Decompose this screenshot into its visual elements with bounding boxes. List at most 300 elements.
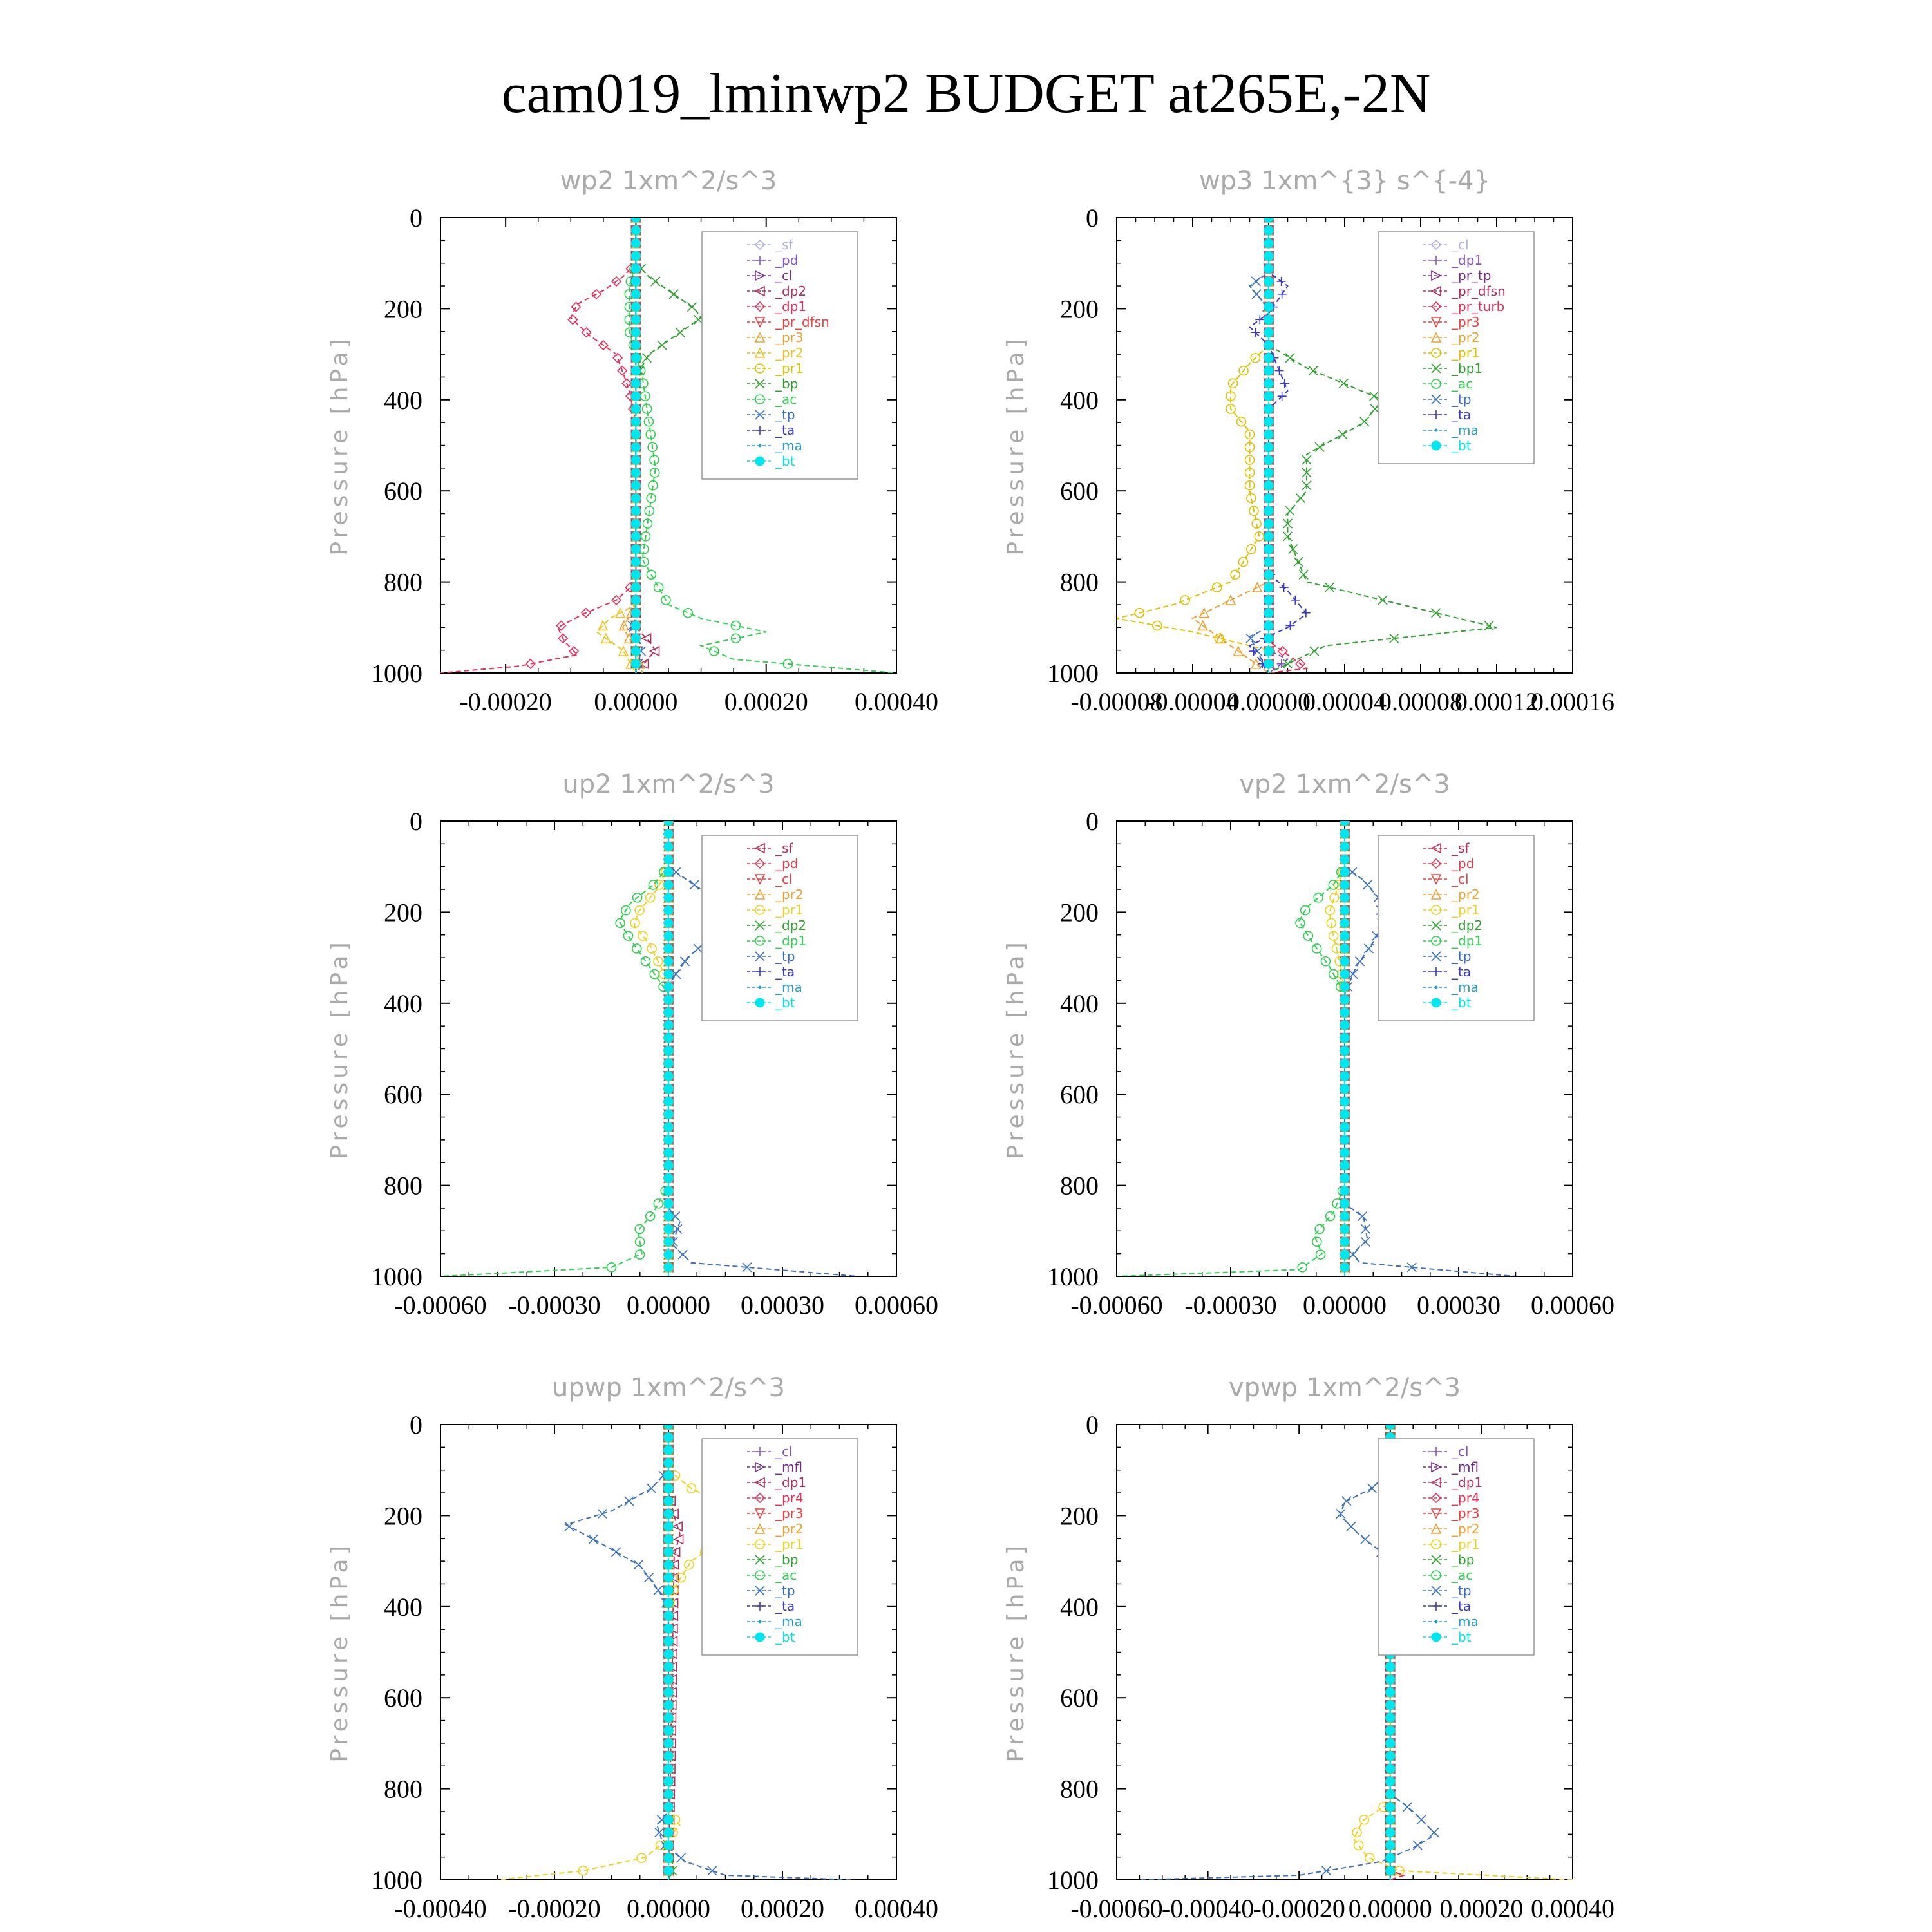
series-line_bp bbox=[636, 263, 701, 673]
point_bt bbox=[1264, 557, 1273, 566]
point_bt bbox=[1386, 1828, 1395, 1837]
legend-entry: _dp2 bbox=[1452, 918, 1483, 933]
point_bt bbox=[1340, 995, 1349, 1004]
y-tick-label: 1000 bbox=[371, 659, 422, 688]
point_bt bbox=[1340, 1097, 1349, 1106]
legend-marker bbox=[1435, 986, 1438, 989]
point_bt bbox=[664, 1675, 673, 1684]
x-tick-label: 0.00020 bbox=[1439, 1894, 1524, 1923]
point_bt bbox=[664, 829, 673, 838]
point_dp1 bbox=[1314, 893, 1323, 902]
legend-entry: _pr3 bbox=[775, 1506, 804, 1521]
point_bt bbox=[664, 970, 673, 979]
point_bt bbox=[1264, 379, 1273, 388]
point_bt bbox=[664, 918, 673, 927]
y-tick-label: 400 bbox=[384, 385, 422, 415]
legend-marker bbox=[759, 986, 762, 989]
point_bt bbox=[664, 1764, 673, 1773]
point_bt bbox=[631, 481, 640, 490]
x-tick-label: -0.00060 bbox=[1070, 1894, 1163, 1923]
point_bt bbox=[664, 1866, 673, 1875]
legend bbox=[702, 1439, 858, 1655]
legend-entry: _ac bbox=[775, 392, 797, 407]
series_pr1 bbox=[1117, 341, 1273, 673]
point_bt bbox=[631, 609, 640, 618]
point_bp1 bbox=[1289, 545, 1298, 554]
point_dp1 bbox=[1326, 1212, 1335, 1221]
point_bt bbox=[1340, 1224, 1349, 1233]
point_bt bbox=[1264, 404, 1273, 413]
point_tp bbox=[708, 1866, 717, 1875]
point_bt bbox=[631, 303, 640, 312]
point_tp bbox=[1336, 1510, 1345, 1519]
x-tick-label: 0.00000 bbox=[627, 1291, 710, 1320]
point_bt bbox=[664, 1841, 673, 1850]
point_bt bbox=[664, 1662, 673, 1671]
point_bt bbox=[1340, 829, 1349, 838]
series-line_pr1 bbox=[1117, 345, 1269, 673]
series-line_dp1 bbox=[440, 263, 636, 673]
point_tp bbox=[1413, 1841, 1422, 1850]
y-tick-label: 800 bbox=[1060, 1774, 1099, 1804]
point_bt bbox=[1340, 817, 1349, 826]
point_tp bbox=[1246, 634, 1255, 643]
x-tick-label: 0.00004 bbox=[1303, 687, 1387, 716]
point_bt bbox=[1340, 855, 1349, 864]
point_bt bbox=[664, 1021, 673, 1030]
x-tick-label: -0.00020 bbox=[459, 687, 552, 716]
point_bt bbox=[664, 1535, 673, 1544]
point_dp1 bbox=[641, 957, 650, 966]
point_bt bbox=[1340, 970, 1349, 979]
legend-entry: _ma bbox=[775, 1614, 802, 1629]
point_bt bbox=[664, 1598, 673, 1607]
point_bt bbox=[631, 239, 640, 248]
chart-panel-6 bbox=[1003, 1373, 1615, 1923]
point_bt bbox=[664, 995, 673, 1004]
point_bp1 bbox=[1338, 430, 1347, 439]
point_tp bbox=[589, 1535, 598, 1544]
point_bt bbox=[1386, 1777, 1395, 1786]
series-line_dp1 bbox=[440, 867, 668, 1276]
point_tp bbox=[1347, 1522, 1356, 1531]
series_dp1 bbox=[1117, 867, 1349, 1276]
point_tp bbox=[1363, 880, 1372, 889]
point_tp bbox=[612, 1548, 621, 1557]
legend-entry: _pr3 bbox=[1452, 1506, 1480, 1521]
point_bt bbox=[664, 1701, 673, 1710]
legend-entry: _ma bbox=[1452, 1614, 1479, 1629]
point_bt bbox=[1386, 1713, 1395, 1722]
point_tp bbox=[654, 1586, 663, 1595]
point_ac bbox=[654, 583, 663, 592]
point_bt bbox=[631, 583, 640, 592]
point_bt bbox=[664, 1853, 673, 1862]
point_bt bbox=[1264, 290, 1273, 299]
x-tick-label: -0.00030 bbox=[1184, 1291, 1277, 1320]
point_bt bbox=[1340, 880, 1349, 889]
y-tick-label: 0 bbox=[410, 1410, 422, 1439]
y-tick-label: 200 bbox=[384, 294, 422, 324]
point_bt bbox=[664, 1059, 673, 1068]
point_pr1 bbox=[638, 931, 647, 940]
y-tick-label: 600 bbox=[384, 1683, 422, 1713]
x-tick-label: -0.00060 bbox=[394, 1291, 487, 1320]
x-tick-label: -0.00040 bbox=[394, 1894, 487, 1923]
legend-entry: _pd bbox=[775, 856, 799, 871]
point_dp1 bbox=[613, 354, 622, 363]
y-tick-label: 0 bbox=[1086, 807, 1099, 836]
series_pr2 bbox=[1193, 213, 1273, 673]
point_bt bbox=[664, 1713, 673, 1722]
point_bt bbox=[664, 1611, 673, 1620]
x-tick-label: 0.00008 bbox=[1379, 687, 1463, 716]
point_tp bbox=[625, 1497, 634, 1506]
point_bt bbox=[664, 957, 673, 966]
point_bt bbox=[1264, 392, 1273, 401]
legend-entry: _pr1 bbox=[775, 902, 804, 918]
point_bp bbox=[676, 328, 685, 337]
point_bt bbox=[1264, 647, 1273, 656]
point_tp bbox=[1358, 1212, 1367, 1221]
legend-entry: _bt bbox=[775, 995, 795, 1010]
point_bt bbox=[664, 1548, 673, 1557]
point_tp bbox=[565, 1522, 574, 1531]
point_bt bbox=[664, 1649, 673, 1658]
chart-panel-5 bbox=[327, 1373, 938, 1923]
panel-title: up2 1xm^2/s^3 bbox=[562, 770, 775, 799]
point_bt bbox=[664, 1212, 673, 1221]
point_bt bbox=[1264, 634, 1273, 643]
legend-entry: _pr1 bbox=[1452, 345, 1480, 361]
point_bt bbox=[664, 842, 673, 851]
point_bt bbox=[631, 468, 640, 477]
point_bt bbox=[664, 880, 673, 889]
point_bt bbox=[664, 1828, 673, 1837]
point_bt bbox=[1264, 596, 1273, 605]
legend-entry: _pd bbox=[775, 252, 799, 268]
x-tick-label: 0.00012 bbox=[1455, 687, 1539, 716]
y-tick-label: 400 bbox=[384, 989, 422, 1018]
legend-entry: _pr1 bbox=[775, 1537, 804, 1552]
panel-title: vp2 1xm^2/s^3 bbox=[1239, 770, 1450, 799]
legend-entry: _pr2 bbox=[1452, 887, 1480, 902]
point_tp bbox=[1403, 1803, 1412, 1812]
point_bt bbox=[631, 430, 640, 439]
legend-entry: _pr4 bbox=[775, 1490, 804, 1506]
point_bt bbox=[664, 867, 673, 876]
point_ta bbox=[1249, 647, 1258, 656]
legend-marker bbox=[755, 457, 764, 466]
legend-entry: _ta bbox=[1452, 1598, 1472, 1614]
legend-entry: _ma bbox=[775, 980, 802, 995]
legend-entry: _cl bbox=[1452, 237, 1469, 252]
legend-entry: _bp bbox=[1452, 1552, 1475, 1567]
y-tick-label: 600 bbox=[384, 477, 422, 506]
point_bt bbox=[664, 1573, 673, 1582]
legend-entry: _bp bbox=[775, 376, 799, 392]
legend-entry: _pr2 bbox=[775, 1521, 804, 1537]
point_bt bbox=[1264, 226, 1273, 235]
point_bt bbox=[664, 1135, 673, 1144]
legend-entry: _pr2 bbox=[775, 345, 804, 361]
legend-entry: _ma bbox=[1452, 980, 1479, 995]
panel-title: upwp 1xm^2/s^3 bbox=[552, 1373, 785, 1403]
point_tp bbox=[1417, 1815, 1426, 1824]
point_tp bbox=[681, 957, 690, 966]
legend-entry: _ta bbox=[775, 964, 795, 980]
legend-entry: _cl bbox=[1452, 1444, 1469, 1459]
point_bp1 bbox=[1360, 417, 1369, 426]
point_bt bbox=[631, 596, 640, 605]
point_bt bbox=[631, 417, 640, 426]
y-axis-label: Pressure [hPa] bbox=[327, 938, 353, 1159]
y-tick-label: 0 bbox=[410, 807, 422, 836]
point_bt bbox=[664, 982, 673, 991]
point_bt bbox=[1340, 1212, 1349, 1221]
point_tp bbox=[634, 1560, 643, 1569]
panel-title: wp2 1xm^2/s^3 bbox=[560, 166, 777, 196]
point_bp bbox=[669, 290, 678, 299]
point_dp1 bbox=[1312, 1237, 1321, 1246]
point_bt bbox=[1340, 1135, 1349, 1144]
legend-entry: _ac bbox=[775, 1567, 797, 1583]
y-tick-label: 600 bbox=[1060, 477, 1099, 506]
legend-entry: _pr1 bbox=[1452, 1537, 1480, 1552]
legend-entry: _pr_dfsn bbox=[1452, 283, 1506, 299]
point_bt bbox=[1264, 532, 1273, 541]
y-axis-label: Pressure [hPa] bbox=[327, 1542, 353, 1763]
legend-marker bbox=[759, 444, 762, 448]
point_pr1 bbox=[1354, 1841, 1363, 1850]
point_bt bbox=[1340, 1059, 1349, 1068]
y-tick-label: 0 bbox=[1086, 1410, 1099, 1439]
x-tick-label: -0.00008 bbox=[1070, 687, 1163, 716]
point_bp1 bbox=[1309, 366, 1318, 375]
point_bt bbox=[631, 354, 640, 363]
point_bt bbox=[631, 277, 640, 286]
point_bt bbox=[1340, 842, 1349, 851]
point_bt bbox=[1340, 1250, 1349, 1259]
point_bt bbox=[1340, 1199, 1349, 1208]
series-line_dp1 bbox=[1117, 867, 1345, 1276]
point_bt bbox=[1340, 931, 1349, 940]
point_bp bbox=[642, 354, 651, 363]
legend bbox=[1378, 1439, 1534, 1655]
point_bt bbox=[1264, 366, 1273, 375]
x-tick-label: -0.00040 bbox=[1161, 1894, 1255, 1923]
x-tick-label: 0.00030 bbox=[741, 1291, 824, 1320]
legend-entry: _dp1 bbox=[1452, 252, 1483, 268]
panel-title: vpwp 1xm^2/s^3 bbox=[1228, 1373, 1461, 1403]
legend-marker bbox=[1435, 429, 1438, 432]
legend-entry: _pr2 bbox=[775, 887, 804, 902]
point_tp bbox=[1361, 1535, 1370, 1544]
point_dp1 bbox=[654, 1199, 663, 1208]
point_bt bbox=[1340, 867, 1349, 876]
point_bt bbox=[1340, 1186, 1349, 1195]
point_bt bbox=[1340, 1046, 1349, 1055]
point_bt bbox=[631, 647, 640, 656]
legend-entry: _sf bbox=[775, 237, 793, 252]
legend-entry: _ta bbox=[1452, 964, 1472, 980]
point_bt bbox=[664, 1777, 673, 1786]
point_bt bbox=[664, 1008, 673, 1017]
legend-entry: _pr2 bbox=[1452, 1521, 1480, 1537]
y-tick-label: 1000 bbox=[1047, 1262, 1099, 1291]
legend-entry: _tp bbox=[1452, 1583, 1472, 1598]
legend-entry: _bt bbox=[1452, 438, 1472, 453]
point_bt bbox=[664, 1237, 673, 1246]
y-axis-label: Pressure [hPa] bbox=[1003, 1542, 1029, 1763]
point_dp1 bbox=[649, 880, 658, 889]
point_dp1 bbox=[623, 931, 632, 940]
point_ta bbox=[1285, 621, 1294, 630]
chart-panel-3 bbox=[327, 770, 938, 1320]
point_bt bbox=[631, 634, 640, 643]
point_tp bbox=[1342, 1497, 1351, 1506]
point_bt bbox=[1340, 893, 1349, 902]
legend-entry: _bt bbox=[775, 1629, 795, 1645]
point_bt bbox=[664, 1034, 673, 1043]
point_bt bbox=[1264, 442, 1273, 451]
legend-entry: _ma bbox=[1452, 422, 1479, 438]
point_bt bbox=[664, 1688, 673, 1697]
point_bp1 bbox=[1283, 532, 1293, 541]
point_bt bbox=[631, 532, 640, 541]
x-tick-label: 0.00000 bbox=[1348, 1894, 1432, 1923]
y-tick-label: 400 bbox=[1060, 1592, 1099, 1622]
y-tick-label: 400 bbox=[1060, 385, 1099, 415]
point_bt bbox=[664, 1522, 673, 1531]
y-tick-label: 1000 bbox=[371, 1262, 422, 1291]
legend bbox=[702, 232, 858, 479]
point_dp1 bbox=[632, 944, 641, 953]
point_bt bbox=[1264, 583, 1273, 592]
point_bt bbox=[1264, 481, 1273, 490]
point_bp1 bbox=[1325, 583, 1334, 592]
y-tick-label: 0 bbox=[410, 204, 422, 232]
legend-entry: _tp bbox=[775, 407, 795, 422]
point_bt bbox=[664, 1790, 673, 1799]
point_bt bbox=[631, 379, 640, 388]
chart-panel-4 bbox=[1003, 770, 1615, 1320]
point_bt bbox=[631, 506, 640, 515]
point_bt bbox=[1340, 918, 1349, 927]
point_bp bbox=[658, 341, 667, 350]
legend-entry: _dp1 bbox=[775, 299, 807, 314]
point_bt bbox=[664, 1250, 673, 1259]
legend-entry: _sf bbox=[775, 840, 793, 856]
legend-entry: _cl bbox=[775, 871, 793, 887]
point_bt bbox=[664, 1446, 673, 1455]
legend-entry: _sf bbox=[1452, 840, 1470, 856]
point_tp bbox=[673, 1224, 682, 1233]
y-tick-label: 800 bbox=[384, 1774, 422, 1804]
point_bt bbox=[1264, 621, 1273, 630]
legend-entry: _ma bbox=[775, 438, 802, 453]
point_bt bbox=[1264, 354, 1273, 363]
y-tick-label: 600 bbox=[1060, 1683, 1099, 1713]
point_bt bbox=[664, 1586, 673, 1595]
point_bt bbox=[1264, 303, 1273, 312]
y-tick-label: 600 bbox=[1060, 1080, 1099, 1110]
point_bt bbox=[664, 1637, 673, 1646]
point_bt bbox=[1340, 982, 1349, 991]
point_bt bbox=[631, 519, 640, 528]
legend bbox=[1378, 232, 1534, 464]
point_ta bbox=[1255, 315, 1264, 324]
point_bt bbox=[1264, 468, 1273, 477]
point_bt bbox=[664, 1122, 673, 1132]
point_bt bbox=[664, 1199, 673, 1208]
point_bt bbox=[1340, 1160, 1349, 1170]
point_bt bbox=[1264, 506, 1273, 515]
point_bt bbox=[631, 659, 640, 668]
point_bt bbox=[664, 1726, 673, 1735]
legend-entry: _pr_turb bbox=[1452, 299, 1505, 314]
point_bp1 bbox=[1285, 354, 1294, 363]
point_bt bbox=[1264, 213, 1273, 222]
point_ta bbox=[1280, 583, 1289, 592]
point_bt bbox=[664, 1752, 673, 1761]
x-tick-label: 0.00000 bbox=[1303, 1291, 1387, 1320]
point_bt bbox=[1340, 906, 1349, 915]
y-tick-label: 200 bbox=[384, 898, 422, 927]
panel-title: wp3 1xm^{3} s^{-4} bbox=[1198, 166, 1491, 196]
point_tp bbox=[1251, 277, 1260, 286]
y-tick-label: 1000 bbox=[371, 1866, 422, 1895]
point_bt bbox=[631, 290, 640, 299]
point_bt bbox=[664, 1110, 673, 1119]
legend-entry: _pr2 bbox=[1452, 330, 1480, 345]
x-tick-label: -0.00060 bbox=[1070, 1291, 1163, 1320]
point_bp1 bbox=[1310, 647, 1319, 656]
point_bt bbox=[1340, 957, 1349, 966]
point_bt bbox=[631, 226, 640, 235]
legend-entry: _pd bbox=[1452, 856, 1475, 871]
y-axis-label: Pressure [hPa] bbox=[1003, 335, 1029, 556]
point_bp1 bbox=[1299, 570, 1308, 579]
point_tp bbox=[655, 1828, 664, 1837]
point_bt bbox=[631, 494, 640, 503]
point_bt bbox=[1386, 1662, 1395, 1671]
point_bt bbox=[1340, 1034, 1349, 1043]
legend-entry: _bt bbox=[1452, 995, 1472, 1010]
y-tick-label: 800 bbox=[384, 1171, 422, 1200]
point_ta bbox=[1277, 277, 1286, 286]
point_pr1 bbox=[1180, 596, 1189, 605]
chart-panel-1 bbox=[327, 166, 938, 716]
point_bt bbox=[631, 545, 640, 554]
point_bt bbox=[664, 1739, 673, 1748]
point_bt bbox=[1264, 494, 1273, 503]
legend-entry: _mfl bbox=[1452, 1459, 1479, 1475]
point_bt bbox=[1340, 1122, 1349, 1132]
point_bt bbox=[1264, 251, 1273, 260]
point_bt bbox=[631, 404, 640, 413]
point_bt bbox=[1264, 277, 1273, 286]
point_bt bbox=[1340, 1263, 1349, 1272]
legend-entry: _tp bbox=[1452, 392, 1472, 407]
x-tick-label: 0.00040 bbox=[855, 1894, 938, 1923]
point_bt bbox=[1264, 455, 1273, 464]
point_bp1 bbox=[1315, 442, 1324, 451]
point_tp bbox=[645, 1573, 654, 1582]
chart-panel-2 bbox=[1003, 166, 1615, 716]
legend-marker bbox=[1432, 1633, 1441, 1642]
point_bt bbox=[1386, 1790, 1395, 1799]
